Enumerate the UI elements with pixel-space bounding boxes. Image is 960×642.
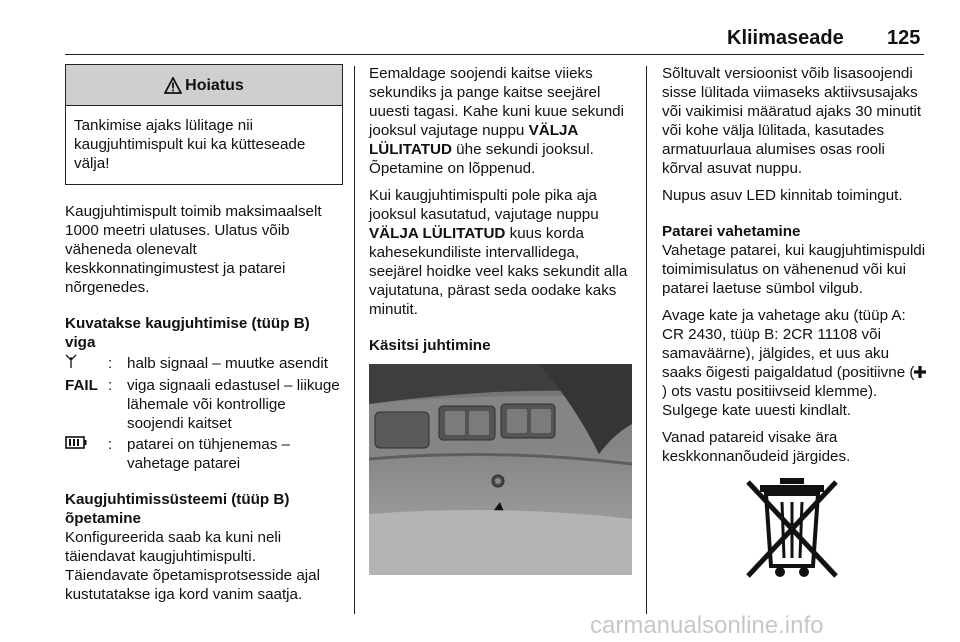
learning-paragraph-1: Konfigureerida saab ka kuni neli täiendavat kaugjuhtimispulti.	[65, 529, 282, 565]
text-run: Eemaldage soojendi kaitse viieks sekundiks ja pange kaitse seejärel uuesti tagasi. Kahe kuni kuue sekundi jooksul vajutage nuppu	[369, 65, 624, 139]
operation-paragraph: Sõltuvalt versioonist võib lisasoojendi sisse lülitada viimaseks aktiivsusajaks või vaikimisi määratud ajaks 30 minutit või kohe välja lülitada, kasutades armatuurlaua alumises osas rooli kõrval asuvat nuppu.	[662, 65, 922, 177]
battery-empty-icon	[65, 436, 87, 449]
header-rule	[65, 54, 924, 55]
led-paragraph: Nupus asuv LED kinnitab toimingut.	[662, 187, 903, 204]
text-run: Kui kaugjuhtimispulti pole pika aja jooksul kasutatud, vajutage nuppu	[369, 187, 599, 223]
button-name: VÄLJA LÜLITATUD	[369, 225, 506, 242]
crossed-bin-recycling-icon	[742, 476, 842, 580]
column-2	[369, 64, 635, 575]
battery-paragraph-3: Vanad patareid visake ära keskkonnanõudeid järgides.	[662, 429, 851, 465]
display-colon: :	[108, 377, 113, 394]
column-divider-1	[354, 66, 355, 614]
text-run: ühe sekundi jooksul. Õpetamine on lõppenud.	[369, 141, 594, 177]
range-intro: Kaugjuhtimispult toimib maksimaalselt 1000 meetri ulatuses. Ulatus võib väheneda olenevalt keskkonnatingimustest ja patarei nõrgenedes.	[65, 203, 322, 296]
display-term: FAIL	[65, 377, 98, 394]
page-header-title: Kliimaseade	[727, 27, 844, 49]
warning-box	[65, 64, 343, 185]
text-run: kuus korda kahesekundiliste intervallidega, seejärel hoidke veel kaks sekundit alla vajutatuna, pärast seda oodake kaks minutit.	[369, 225, 628, 318]
display-desc: halb signaal – muutke asendit	[127, 355, 328, 372]
column-divider-2	[646, 66, 647, 614]
display-term	[65, 354, 108, 374]
learning-paragraph-2: Täiendavate õpetamisprotsesside ajal kustutatakse iga kord vanim saatja.	[65, 567, 320, 603]
column-3	[662, 64, 928, 580]
display-desc: patarei on tühjenemas – vahetage patarei	[127, 436, 290, 472]
warning-header	[66, 65, 342, 106]
positive-terminal-icon	[914, 366, 926, 378]
battery-heading: Patarei vahetamine	[662, 223, 801, 240]
dashboard-button-photo	[369, 364, 632, 575]
warning-body: Tankimise ajaks lülitage nii kaugjuhtimispult kui ka kütteseade välja!	[74, 117, 306, 172]
manual-heading: Käsitsi juhtimine	[369, 337, 491, 354]
button-name: VÄLJA LÜLITATUD	[369, 122, 578, 158]
page-number: 125	[887, 27, 921, 49]
display-item-fail	[65, 376, 343, 433]
signal-antenna-icon	[65, 354, 77, 369]
text-run: Avage kate ja vahetage aku (tüüp A: CR 2430, tüüp B: 2CR 11108 või samaväärne), jälgides, et uus aku saaks õigesti paigaldatud (positiivne (	[662, 307, 915, 381]
text-run: ) ots vastu positiivseid klemme). Sulgege kate uuesti kindlalt.	[662, 383, 878, 419]
battery-paragraph-2	[662, 306, 928, 420]
fuse-reset-paragraph	[369, 64, 635, 178]
display-colon: :	[108, 436, 113, 453]
watermark: carmanualsonline.info	[590, 612, 824, 639]
long-unused-paragraph	[369, 186, 635, 319]
display-list	[65, 354, 343, 473]
warning-title: Hoiatus	[185, 76, 244, 94]
display-colon: :	[108, 355, 113, 372]
display-item-signal	[65, 354, 343, 374]
column-1	[65, 64, 343, 612]
display-desc: viga signaali edastusel – liikuge lähemale või kontrollige soojendi kaitset	[127, 377, 340, 432]
battery-paragraph-1: Vahetage patarei, kui kaugjuhtimispuldi toimimisulatus on vähenenud või kui patarei laetuse sümbol vilgub.	[662, 242, 926, 297]
learning-heading: Kaugjuhtimissüsteemi (tüüp B) õpetamine	[65, 491, 290, 527]
display-term	[65, 435, 108, 473]
display-heading: Kuvatakse kaugjuhtimise (tüüp B) viga	[65, 315, 310, 351]
display-item-battery	[65, 435, 343, 473]
warning-triangle-icon	[164, 77, 182, 94]
